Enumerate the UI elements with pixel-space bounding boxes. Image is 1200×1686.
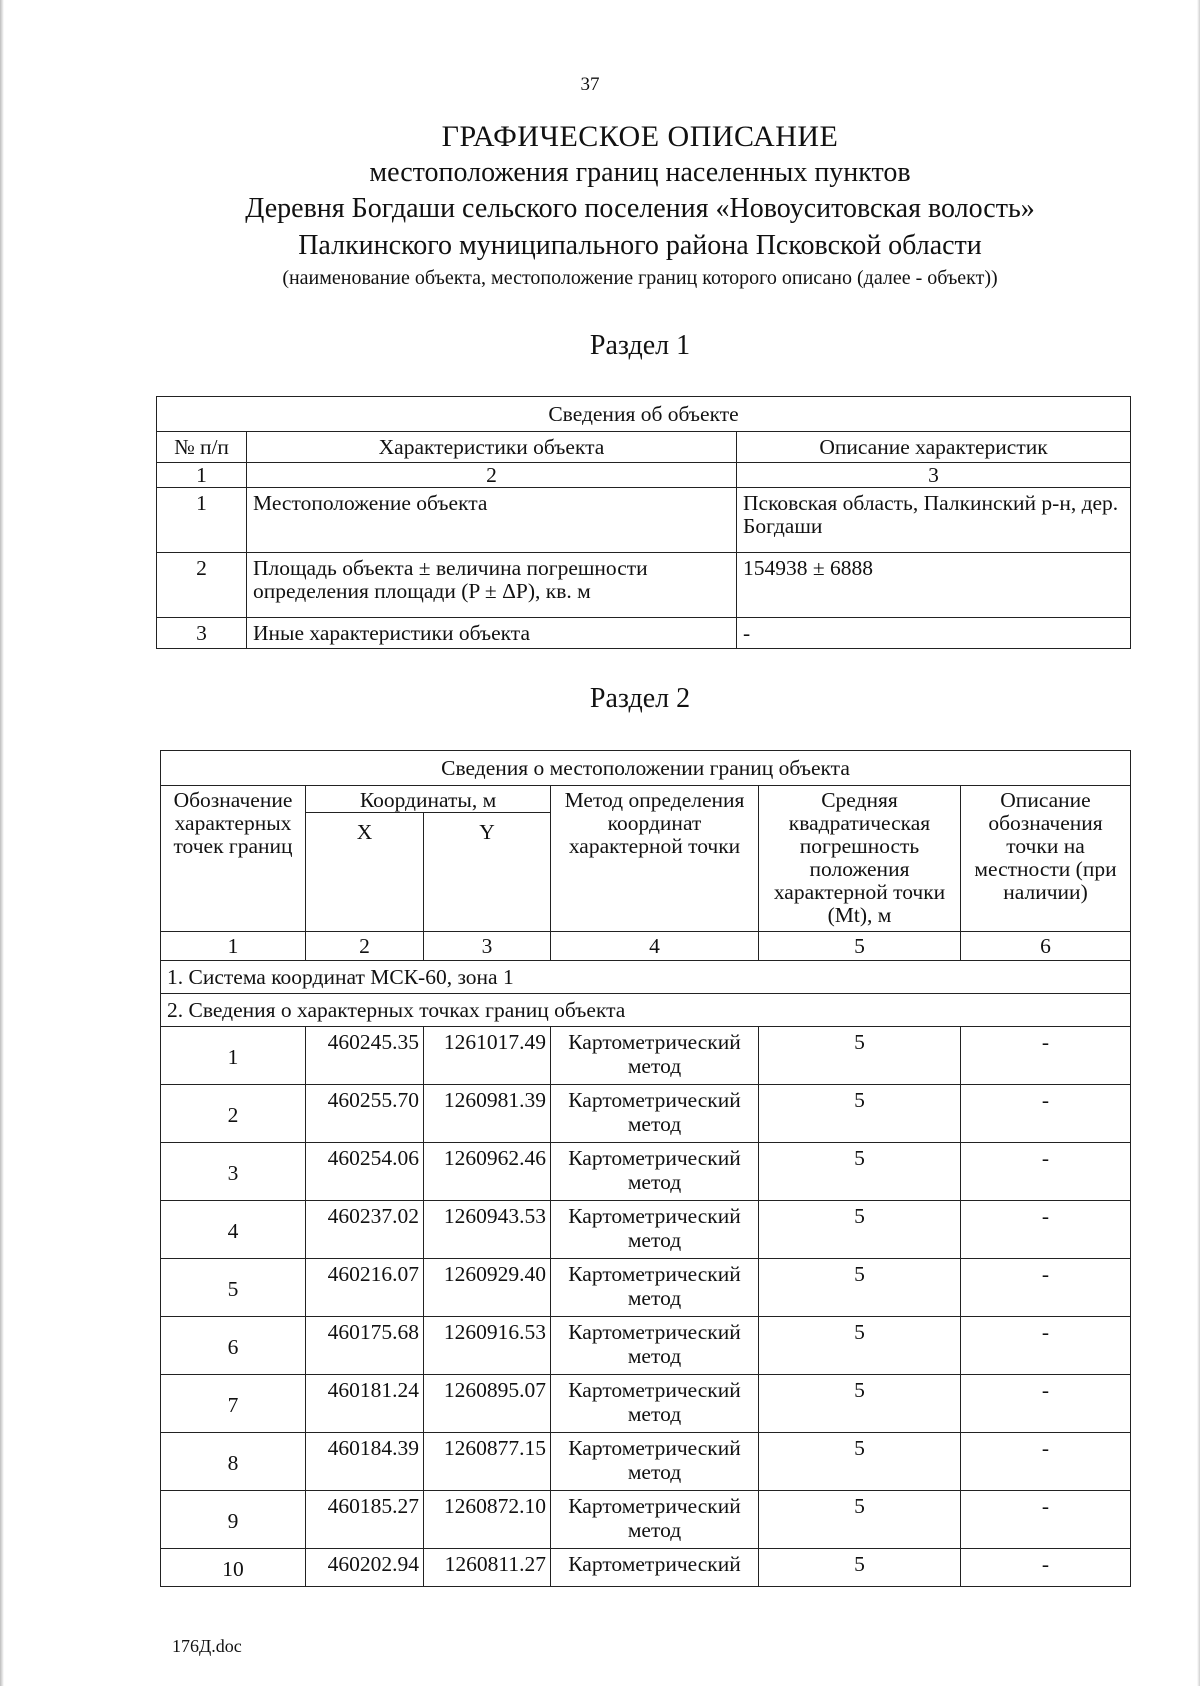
table-row [157, 553, 1131, 618]
point-description: - [961, 1259, 1131, 1317]
point-number: 7 [161, 1375, 306, 1433]
row-number: 1 [157, 488, 247, 553]
table-row [161, 1317, 1131, 1375]
point-y: 1260811.27 [424, 1549, 551, 1587]
column-number: 3 [424, 932, 551, 961]
point-description: - [961, 1491, 1131, 1549]
point-error: 5 [759, 1491, 961, 1549]
row-characteristic: Иные характеристики объекта [247, 618, 737, 649]
coordinate-system-row: 1. Система координат МСК-60, зона 1 [161, 961, 1131, 994]
point-x: 460254.06 [306, 1143, 424, 1201]
row-description: Псковская область, Палкинский р-н, дер. Богдаши [737, 488, 1131, 553]
column-header-point: Обозначение характерных точек границ [161, 786, 306, 932]
table-row [161, 1201, 1131, 1259]
point-method: Картометрический метод [551, 1143, 759, 1201]
column-header-point-description: Описание обозначения точки на местности (при наличии) [961, 786, 1131, 932]
section-2-title: Раздел 2 [589, 683, 691, 714]
point-description: - [961, 1143, 1131, 1201]
point-error: 5 [759, 1375, 961, 1433]
point-x: 460181.24 [306, 1375, 424, 1433]
point-y: 1260877.15 [424, 1433, 551, 1491]
column-header-error: Средняя квадратическая погрешность положения характерной точки (Mt), м [759, 786, 961, 932]
table-row [161, 1433, 1131, 1491]
column-number: 5 [759, 932, 961, 961]
column-header-y: Y [424, 813, 551, 932]
document-subtitle-line-2: местоположения границ населенных пунктов [369, 157, 911, 188]
table-row [161, 1491, 1131, 1549]
scan-edge-left [0, 0, 4, 1686]
point-method: Картометрический метод [551, 1317, 759, 1375]
row-characteristic: Местоположение объекта [247, 488, 737, 553]
point-number: 2 [161, 1085, 306, 1143]
footer-filename: 176Д.doc [172, 1636, 242, 1656]
point-description: - [961, 1549, 1131, 1587]
point-x: 460175.68 [306, 1317, 424, 1375]
point-number: 9 [161, 1491, 306, 1549]
row-number: 2 [157, 553, 247, 618]
column-number: 6 [961, 932, 1131, 961]
point-description: - [961, 1375, 1131, 1433]
point-error: 5 [759, 1549, 961, 1587]
column-header-description: Описание характеристик [737, 432, 1131, 463]
point-method: Картометрический метод [551, 1433, 759, 1491]
table-row [161, 1143, 1131, 1201]
table-row [161, 1549, 1131, 1587]
point-x: 460245.35 [306, 1027, 424, 1085]
point-x: 460184.39 [306, 1433, 424, 1491]
boundary-points-table [160, 750, 1131, 1587]
point-method: Картометрический метод [551, 1027, 759, 1085]
point-number: 5 [161, 1259, 306, 1317]
point-description: - [961, 1317, 1131, 1375]
document-subtitle-line-3: Деревня Богдаши сельского поселения «Новоуситовская волость» [245, 193, 1035, 224]
section-1-title: Раздел 1 [589, 330, 691, 361]
row-characteristic: Площадь объекта ± величина погрешности определения площади (P ± ΔP), кв. м [247, 553, 737, 618]
point-description: - [961, 1027, 1131, 1085]
point-x: 460237.02 [306, 1201, 424, 1259]
point-y: 1260872.10 [424, 1491, 551, 1549]
table-row [161, 1027, 1131, 1085]
object-info-caption: Сведения об объекте [157, 397, 1131, 432]
point-method: Картометрический метод [551, 1259, 759, 1317]
point-error: 5 [759, 1201, 961, 1259]
point-y: 1260943.53 [424, 1201, 551, 1259]
document-subtitle-line-4: Палкинского муниципального района Псковской области [298, 230, 982, 261]
point-method: Картометрический метод [551, 1375, 759, 1433]
point-error: 5 [759, 1085, 961, 1143]
point-x: 460216.07 [306, 1259, 424, 1317]
table-row [161, 1375, 1131, 1433]
point-x: 460185.27 [306, 1491, 424, 1549]
point-description: - [961, 1433, 1131, 1491]
point-y: 1260895.07 [424, 1375, 551, 1433]
row-number: 3 [157, 618, 247, 649]
point-method: Картометрический метод [551, 1491, 759, 1549]
point-x: 460202.94 [306, 1549, 424, 1587]
table-row [161, 1259, 1131, 1317]
point-error: 5 [759, 1317, 961, 1375]
column-header-coordinates: Координаты, м [306, 786, 551, 813]
point-error: 5 [759, 1433, 961, 1491]
boundary-table-caption: Сведения о местоположении границ объекта [161, 751, 1131, 786]
column-header-method: Метод определения координат характерной точки [551, 786, 759, 932]
point-number: 4 [161, 1201, 306, 1259]
table-row [161, 1085, 1131, 1143]
point-error: 5 [759, 1027, 961, 1085]
object-info-table [156, 396, 1131, 649]
column-number: 1 [157, 463, 247, 488]
point-y: 1261017.49 [424, 1027, 551, 1085]
point-error: 5 [759, 1143, 961, 1201]
points-section-row: 2. Сведения о характерных точках границ объекта [161, 994, 1131, 1027]
point-number: 8 [161, 1433, 306, 1491]
point-method: Картометрический [551, 1549, 759, 1587]
column-number: 2 [247, 463, 737, 488]
document-subtitle-note: (наименование объекта, местоположение границ которого описано (далее - объект)) [282, 267, 998, 289]
document-title: ГРАФИЧЕСКОЕ ОПИСАНИЕ [441, 120, 839, 153]
point-y: 1260916.53 [424, 1317, 551, 1375]
point-description: - [961, 1085, 1131, 1143]
point-number: 3 [161, 1143, 306, 1201]
column-header-characteristic: Характеристики объекта [247, 432, 737, 463]
column-header-x: X [306, 813, 424, 932]
point-method: Картометрический метод [551, 1201, 759, 1259]
column-header-number: № п/п [157, 432, 247, 463]
column-number: 3 [737, 463, 1131, 488]
point-y: 1260962.46 [424, 1143, 551, 1201]
point-number: 1 [161, 1027, 306, 1085]
column-number: 1 [161, 932, 306, 961]
point-description: - [961, 1201, 1131, 1259]
point-number: 6 [161, 1317, 306, 1375]
point-error: 5 [759, 1259, 961, 1317]
point-x: 460255.70 [306, 1085, 424, 1143]
row-description: - [737, 618, 1131, 649]
table-row [157, 618, 1131, 649]
column-number: 2 [306, 932, 424, 961]
point-method: Картометрический метод [551, 1085, 759, 1143]
point-y: 1260981.39 [424, 1085, 551, 1143]
row-description: 154938 ± 6888 [737, 553, 1131, 618]
column-number: 4 [551, 932, 759, 961]
page-number: 37 [580, 74, 600, 95]
point-number: 10 [161, 1549, 306, 1587]
point-y: 1260929.40 [424, 1259, 551, 1317]
table-row [157, 488, 1131, 553]
